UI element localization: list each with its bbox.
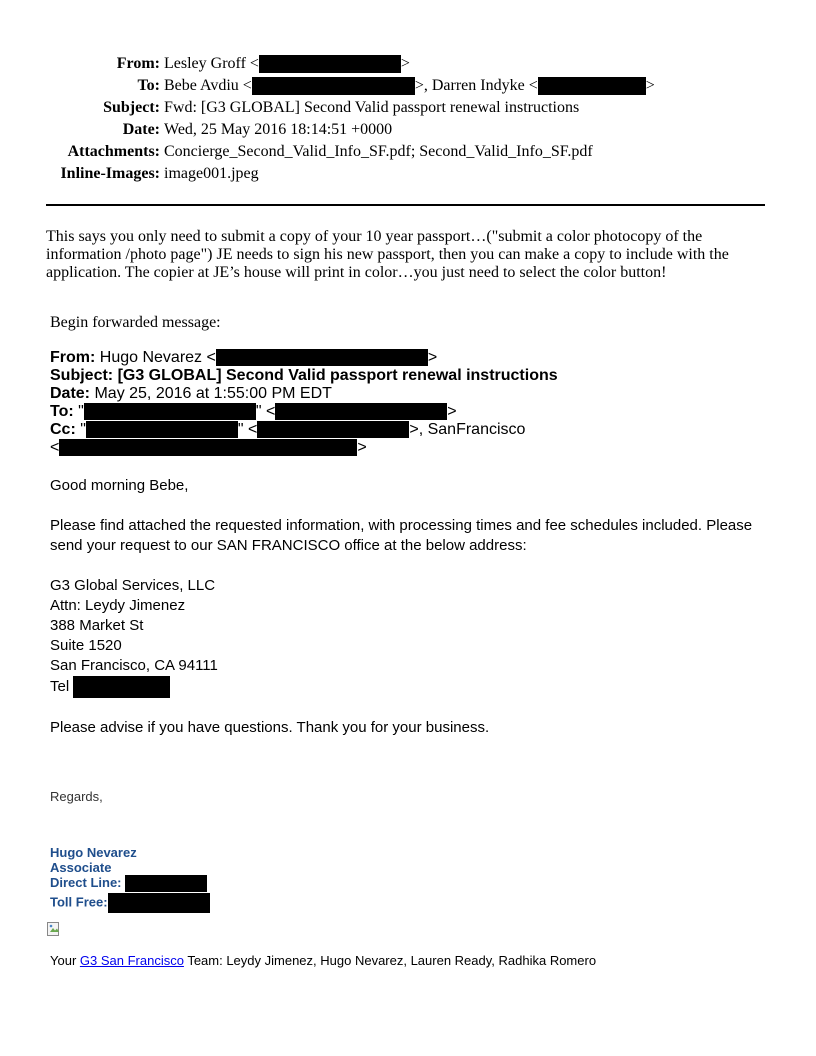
forwarded-cc2-close: > (357, 439, 367, 456)
address-line: 388 Market St (50, 617, 144, 634)
inline-images-label: Inline-Images: (60, 165, 160, 182)
header-divider (46, 204, 765, 206)
header-subject-row (0, 97, 816, 119)
body-paragraph: Please find attached the requested information, with processing times and fee schedules included. Please send your request to our SAN FRANCISCO office at the below address: (50, 517, 753, 554)
signature-direct-line (50, 875, 210, 890)
redaction-box (84, 403, 256, 420)
forwarded-cc-label: Cc: (50, 421, 76, 438)
begin-forwarded-label: Begin forwarded message: (50, 314, 221, 331)
forwarded-cc-open: " (75, 421, 86, 438)
closing-paragraph: Please advise if you have questions. Thank you for your business. (50, 719, 490, 736)
date-label: Date: (122, 121, 160, 138)
email-header (0, 53, 816, 185)
forwarded-cc-line (50, 421, 770, 439)
attachments-label: Attachments: (67, 143, 160, 160)
forwarded-header (50, 349, 770, 457)
redaction-box (216, 349, 428, 366)
regards: Regards, (50, 789, 103, 804)
forwarded-subject-line (50, 367, 770, 385)
redaction-box (73, 676, 170, 698)
address-line: Attn: Leydy Jimenez (50, 597, 186, 614)
address-line: San Francisco, CA 94111 (50, 657, 218, 674)
forwarded-from-line (50, 349, 770, 367)
header-attachments-row (0, 141, 816, 163)
forwarded-to-mid: " < (255, 403, 276, 420)
from-label: From: (116, 55, 160, 72)
forwarded-to-line (50, 403, 770, 421)
redaction-box (275, 403, 447, 420)
redaction-box (252, 77, 415, 95)
forwarded-cc-continuation (50, 439, 770, 457)
forwarded-to-label: To: (50, 403, 74, 420)
from-close: > (400, 55, 410, 72)
subject-label: Subject: (103, 99, 160, 116)
redaction-box (259, 55, 401, 73)
header-to-row (0, 75, 816, 97)
inline-images-value: image001.jpeg (164, 165, 259, 182)
signature-toll-free (50, 893, 210, 908)
team-suffix: Team: Leydy Jimenez, Hugo Nevarez, Lauren Ready, Radhika Romero (183, 953, 597, 968)
signature-title: Associate (50, 860, 112, 875)
toll-free-label: Toll Free: (50, 894, 108, 910)
direct-line-label: Direct Line: (50, 875, 126, 890)
forwarded-cc-after: >, SanFrancisco (409, 421, 526, 438)
subject-value: Fwd: [G3 GLOBAL] Second Valid passport renewal instructions (164, 99, 580, 116)
forwarded-from-close: > (427, 349, 438, 366)
team-line (50, 953, 596, 968)
message-body (50, 476, 770, 738)
signature-name: Hugo Nevarez (50, 845, 137, 860)
to-close: > (645, 77, 655, 94)
header-from-row (0, 53, 816, 75)
forwarded-to-open: " (73, 403, 84, 420)
date-value: Wed, 25 May 2016 18:14:51 +0000 (164, 121, 393, 138)
redaction-box (59, 439, 357, 456)
g3-san-francisco-link[interactable]: G3 San Francisco (79, 953, 184, 968)
forwarded-cc2-open: < (50, 439, 60, 456)
team-prefix: Your (50, 953, 80, 968)
greeting: Good morning Bebe, (50, 477, 189, 494)
signature (50, 845, 210, 908)
redaction-box (86, 421, 238, 438)
forwarded-cc-mid: " < (237, 421, 258, 438)
forwarded-from-name: Hugo Nevarez < (95, 349, 216, 366)
header-date-row (0, 119, 816, 141)
redaction-box (257, 421, 409, 438)
from-name: Lesley Groff < (164, 55, 259, 72)
redaction-box (538, 77, 646, 95)
tel-label: Tel (50, 677, 70, 695)
forwarded-to-close: > (447, 403, 457, 420)
address-line: G3 Global Services, LLC (50, 577, 216, 594)
redaction-box (125, 875, 207, 892)
header-inline-images-row (0, 163, 816, 185)
forwarded-date-label: Date: (50, 385, 91, 402)
attachments-value: Concierge_Second_Valid_Info_SF.pdf; Second_Valid_Info_SF.pdf (164, 143, 593, 160)
to-name: Bebe Avdiu < (164, 77, 252, 94)
to-separator: >, Darren Indyke < (414, 77, 538, 94)
to-label: To: (137, 77, 160, 94)
forwarded-date: May 25, 2016 at 1:55:00 PM EDT (90, 385, 332, 402)
forwarded-date-line (50, 385, 770, 403)
forwarded-subject: Subject: [G3 GLOBAL] Second Valid passport renewal instructions (50, 367, 558, 384)
redaction-box (108, 893, 210, 913)
tel-line (50, 676, 770, 698)
address-line: Suite 1520 (50, 637, 122, 654)
forwarded-from-label: From: (50, 349, 96, 366)
intro-paragraph: This says you only need to submit a copy of your 10 year passport…("submit a color photocopy of the information /photo page") JE needs to sign his new passport, then you can make a copy to include with the application. The copier at JE’s house will print in color…you just need to select the color button! (46, 228, 729, 281)
broken-image-icon (46, 921, 62, 937)
